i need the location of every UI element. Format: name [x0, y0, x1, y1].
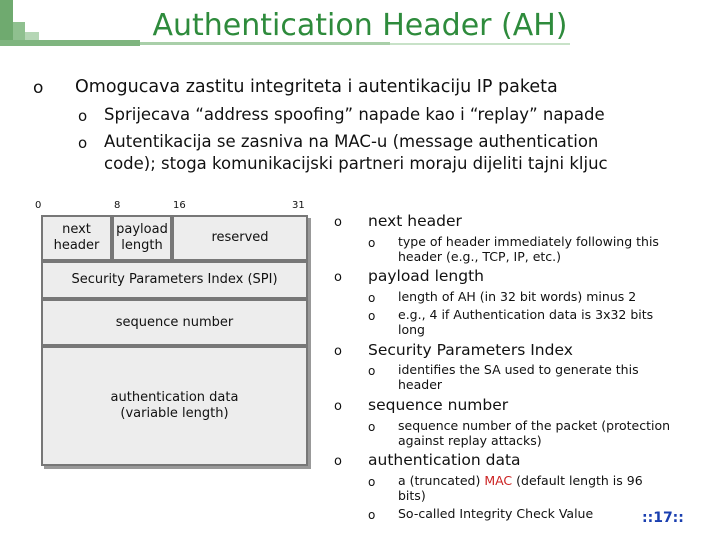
- bullet-marker: o: [334, 454, 342, 469]
- bit-label-8: 8: [114, 200, 121, 211]
- title-underline: [390, 43, 570, 45]
- next-header-field: next header: [41, 215, 112, 261]
- authentication-data-field: authentication data (variable length): [41, 346, 308, 466]
- reserved-field: reserved: [172, 215, 308, 261]
- bullet-marker: o: [368, 291, 376, 305]
- bullet-marker: o: [368, 236, 376, 250]
- intro-sub-bullet-2-line1: Autentikacija se zasniva na MAC-u (message authentication: [104, 132, 599, 151]
- spi-field: Security Parameters Index (SPI): [41, 261, 308, 299]
- intro-main-bullet: Omogucava zastitu integriteta i autentikaciju IP paketa: [75, 77, 558, 97]
- bit-label-0: 0: [35, 200, 42, 211]
- bit-label-16: 16: [173, 200, 186, 211]
- page-number: ::17::: [642, 510, 684, 526]
- field-detail: identifies the SA used to generate this header: [398, 362, 639, 392]
- payload-length-field: payload length: [112, 215, 172, 261]
- bullet-marker: o: [334, 344, 342, 359]
- intro-sub-bullet-2-line2: code); stoga komunikacijski partneri moraju dijeliti tajni kljuc: [104, 154, 608, 173]
- bullet-marker: o: [78, 107, 88, 125]
- field-detail: type of header immediately following this header (e.g., TCP, IP, etc.): [398, 234, 659, 264]
- bullet-marker: o: [368, 309, 376, 323]
- slide-title: Authentication Header (AH): [152, 8, 568, 43]
- bullet-marker: o: [368, 475, 376, 489]
- field-name-payload-length: payload length: [368, 267, 484, 285]
- field-detail: length of AH (in 32 bit words) minus 2: [398, 289, 637, 304]
- bit-label-31: 31: [292, 200, 305, 211]
- detail-text: (default length is 96 bits): [398, 473, 643, 503]
- bullet-marker: o: [334, 215, 342, 230]
- field-name-sequence-number: sequence number: [368, 396, 509, 414]
- bullet-marker: o: [33, 78, 44, 98]
- bullet-marker: o: [368, 508, 376, 522]
- field-detail: So-called Integrity Check Value: [398, 506, 594, 521]
- sequence-number-field: sequence number: [41, 299, 308, 346]
- mac-highlight: MAC: [484, 473, 513, 488]
- field-name-spi: Security Parameters Index: [368, 341, 573, 359]
- field-name-next-header: next header: [368, 212, 462, 230]
- intro-sub-bullet-1: Sprijecava “address spoofing” napade kao i “replay” napade: [104, 105, 605, 124]
- field-detail: [398, 473, 643, 503]
- field-detail: sequence number of the packet (protection against replay attacks): [398, 418, 671, 448]
- bullet-marker: o: [368, 364, 376, 378]
- bullet-marker: o: [334, 399, 342, 414]
- field-name-authentication-data: authentication data: [368, 451, 521, 469]
- detail-text: a (truncated): [398, 473, 485, 488]
- bullet-marker: o: [368, 420, 376, 434]
- field-detail: e.g., 4 if Authentication data is 3x32 bits long: [398, 307, 654, 337]
- bullet-marker: o: [334, 270, 342, 285]
- bullet-marker: o: [78, 134, 88, 152]
